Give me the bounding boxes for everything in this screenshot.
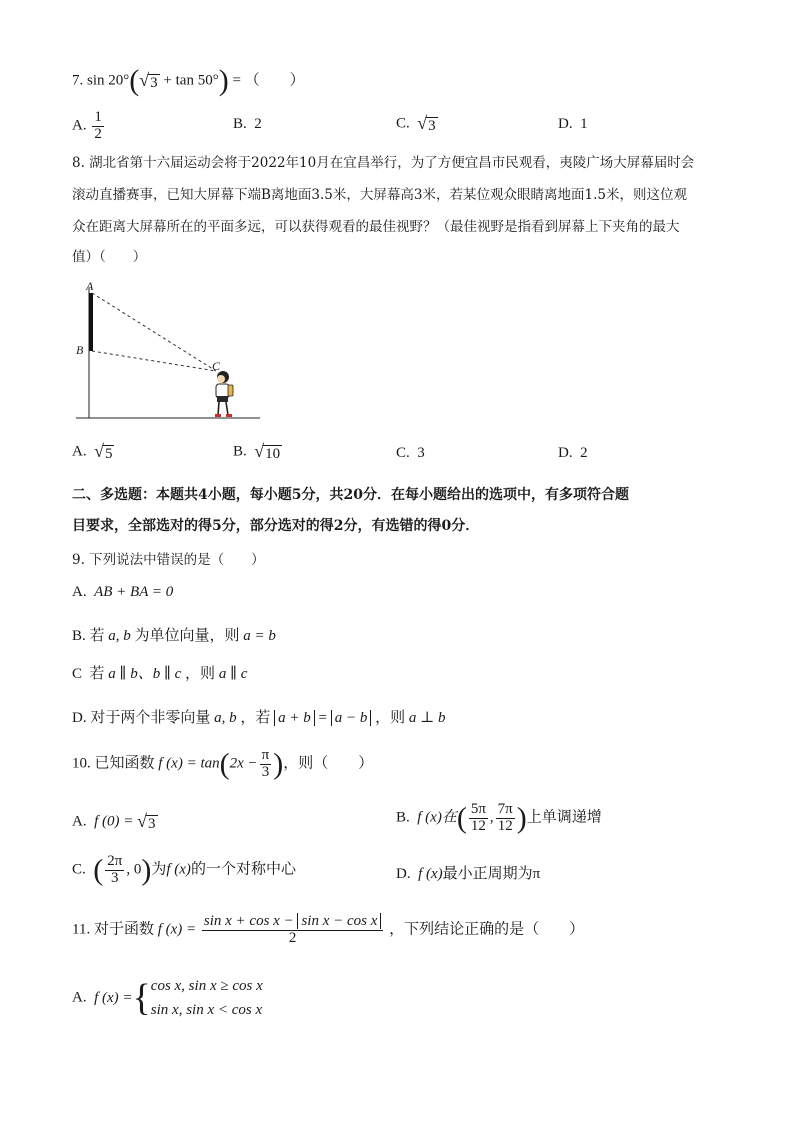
q7-a-label: A. <box>72 117 87 134</box>
q7-b-value: 2 <box>254 116 262 132</box>
q11-stem-post: ，下列结论正确的是（ ） <box>389 921 585 938</box>
q10-pi-fraction: $\frac{\pi}{3}$ <box>261 747 270 780</box>
q9-d-abs1: a + b <box>274 710 315 726</box>
q11-num-abs: sin x − cos x <box>297 913 381 929</box>
q11-a-fx: f (x) = <box>94 989 133 1006</box>
sight-line-b <box>92 351 216 371</box>
q8-b-label: B. <box>233 443 247 460</box>
q8-option-c <box>396 445 425 462</box>
q9-d-vars: a, b <box>214 710 237 726</box>
q8-option-b <box>233 442 282 463</box>
q11-fx: f (x) = <box>157 921 197 938</box>
q7-option-d <box>558 116 588 133</box>
q10-option-b: B. f (x)在( $\frac{5\pi}{12}$ , $\frac{7\pi}{12}$ )上单调递增 <box>396 801 602 835</box>
q7-option-b <box>233 116 262 133</box>
q10-option-d <box>396 862 540 883</box>
q7-option-c <box>396 114 438 135</box>
q10-option-c <box>72 854 296 887</box>
q7-c-sqrt: √ 3 <box>417 113 436 134</box>
q10-c-zero: , 0 <box>126 861 142 878</box>
q9-a-expr: AB + BA = 0 <box>94 584 174 600</box>
section2-line2: 目要求，全部选对的得5分，部分选对的得2分，有选错的得0分． <box>72 518 480 534</box>
q11-a-case2: sin x, sin x < cos x <box>150 1002 263 1018</box>
q10-c-frac: $\frac{2\pi}{3}$ <box>107 853 123 886</box>
q9-d-text2: ，若 <box>240 710 271 726</box>
q7-d-value: 1 <box>580 116 588 132</box>
q10-a-expr: f (0) = <box>94 813 138 830</box>
q9-c-expr2: a ∥ c <box>218 666 248 682</box>
q8-c-label: C. <box>396 445 410 461</box>
q10-c-post2: 的一个对称中心 <box>190 861 296 878</box>
q8-b-sqrt: √ 10 <box>254 441 281 462</box>
q11-a-case1: cos x, sin x ≥ cos x <box>150 978 263 994</box>
q11-stem <box>72 914 584 947</box>
q10-b-frac1: $\frac{5\pi}{12}$ <box>470 801 486 834</box>
q7-expr-pre: sin 20° <box>87 72 130 89</box>
q10-c-paren-close: ) <box>141 853 152 887</box>
q11-a-brace: { <box>132 977 151 1019</box>
q10-inner: 2x − <box>229 755 258 772</box>
q10-b-post: 上单调递增 <box>526 809 602 826</box>
q10-stem <box>72 748 373 781</box>
q8-figure <box>70 278 270 423</box>
q10-c-fx: f (x) <box>166 861 191 878</box>
q10-paren-open: ( <box>219 747 230 781</box>
fig-label-c: C <box>212 359 221 373</box>
q7-a-fraction: $\frac{1}{2}$ <box>94 109 102 142</box>
q9-b-text2: 为单位向量，则 <box>134 628 240 644</box>
sight-line-a <box>92 293 216 371</box>
q9-d-eq: = <box>318 710 327 726</box>
q9-b-vars: a, b <box>108 628 131 644</box>
q9-c-text2: ，则 <box>185 666 216 682</box>
q10-option-a <box>72 812 158 833</box>
q7-c-label: C. <box>396 115 410 132</box>
q10-d-fx: f (x) <box>418 866 443 882</box>
q9-d-label: D. <box>72 710 87 726</box>
q10-b-paren-open: ( <box>456 801 467 835</box>
q11-num-pre: sin x + cos x − <box>203 913 294 929</box>
fig-label-b: B <box>76 343 84 357</box>
q10-b-label: B. <box>396 809 410 826</box>
q10-a-label: A. <box>72 813 87 830</box>
q9-stem: 9. 下列说法中错误的是（ ） <box>72 552 265 568</box>
q9-a-label: A. <box>72 584 87 600</box>
q9-option-c <box>72 662 247 683</box>
q11-a-piecewise <box>94 974 263 1022</box>
q11-fraction <box>202 914 384 947</box>
q8-a-sqrt: √ 5 <box>94 441 113 462</box>
q10-c-paren-open: ( <box>93 853 104 887</box>
q9-d-text1: 对于两个非零向量 <box>90 710 211 726</box>
q10-fx: f (x) = tan <box>158 755 220 772</box>
q7-sqrt: √ 3 <box>139 69 158 91</box>
q7-plus: + tan 50° <box>163 72 219 89</box>
q7-option-a <box>72 110 106 143</box>
q8-a-label: A. <box>72 443 87 460</box>
q10-paren-close: ) <box>273 747 284 781</box>
q9-option-d <box>72 706 445 727</box>
q7-stem <box>72 66 305 96</box>
q8-line1: 8. 湖北省第十六届运动会将于2022年10月在宜昌举行，为了方便宜昌市民观看，夷陵广场大屏幕届时会 <box>72 155 695 171</box>
viewer-figure <box>215 371 233 417</box>
q7-b-label: B. <box>233 116 247 132</box>
q7-paren-open: ( <box>129 64 140 97</box>
q10-a-sqrt: √ 3 <box>137 811 156 832</box>
q10-c-label: C. <box>72 861 86 878</box>
q8-line3: 众在距离大屏幕所在的平面多远，可以获得观看的最佳视野？（最佳视野是指看到屏幕上下夹角的最大 <box>72 219 680 235</box>
q7-d-label: D. <box>558 116 573 132</box>
q9-option-a <box>72 584 173 601</box>
q9-option-b <box>72 624 276 645</box>
q11-den: 2 <box>288 929 297 946</box>
q8-d-value: 2 <box>580 445 588 461</box>
fig-label-a: A <box>86 279 94 293</box>
q8-option-a <box>72 442 114 463</box>
q9-b-eq: a = b <box>243 628 276 644</box>
q10-stem-pre: 10. 已知函数 <box>72 755 155 772</box>
q11-a-cases <box>151 974 263 1022</box>
q9-c-text1: 若 <box>89 666 105 682</box>
q10-d-post: 最小正周期为π <box>442 866 541 882</box>
q8-line2: 滚动直播赛事，已知大屏幕下端B离地面3.5米，大屏幕高3米，若某位观众眼睛离地面1.5米，则这位观 <box>72 187 687 203</box>
q9-d-abs2: a − b <box>331 710 372 726</box>
q11-a-label: A. <box>72 989 87 1006</box>
section2-line1: 二、多选题：本题共4小题，每小题5分，共20分．在每小题给出的选项中，有多项符合题 <box>72 487 629 503</box>
q9-c-expr1: a ∥ b、b ∥ c <box>108 666 182 682</box>
q9-b-text1: 若 <box>89 628 105 644</box>
q10-stem-post: ，则（ ） <box>283 755 374 772</box>
q7-eq: = （ ） <box>232 72 305 89</box>
q9-c-label: C <box>72 666 83 682</box>
q9-d-text3: ，则 <box>375 710 406 726</box>
q8-line4: 值）（ ） <box>72 249 147 265</box>
q9-d-expr3: a ⊥ b <box>408 710 446 726</box>
q9-b-label: B. <box>72 628 86 644</box>
q10-b-frac2: $\frac{7\pi}{12}$ <box>497 801 513 834</box>
q10-b-pre: f (x)在 <box>417 809 457 826</box>
q7-number: 7. <box>72 72 84 89</box>
q8-c-value: 3 <box>417 445 425 461</box>
q7-paren-close: ) <box>218 64 229 97</box>
q11-option-a <box>72 974 263 1022</box>
q10-c-post1: 为 <box>151 861 167 878</box>
q11-stem-pre: 11. 对于函数 <box>72 921 154 938</box>
q8-d-label: D. <box>558 445 573 461</box>
q10-d-label: D. <box>396 866 411 882</box>
q8-option-d <box>558 445 588 462</box>
q10-b-paren-close: ) <box>516 801 527 835</box>
